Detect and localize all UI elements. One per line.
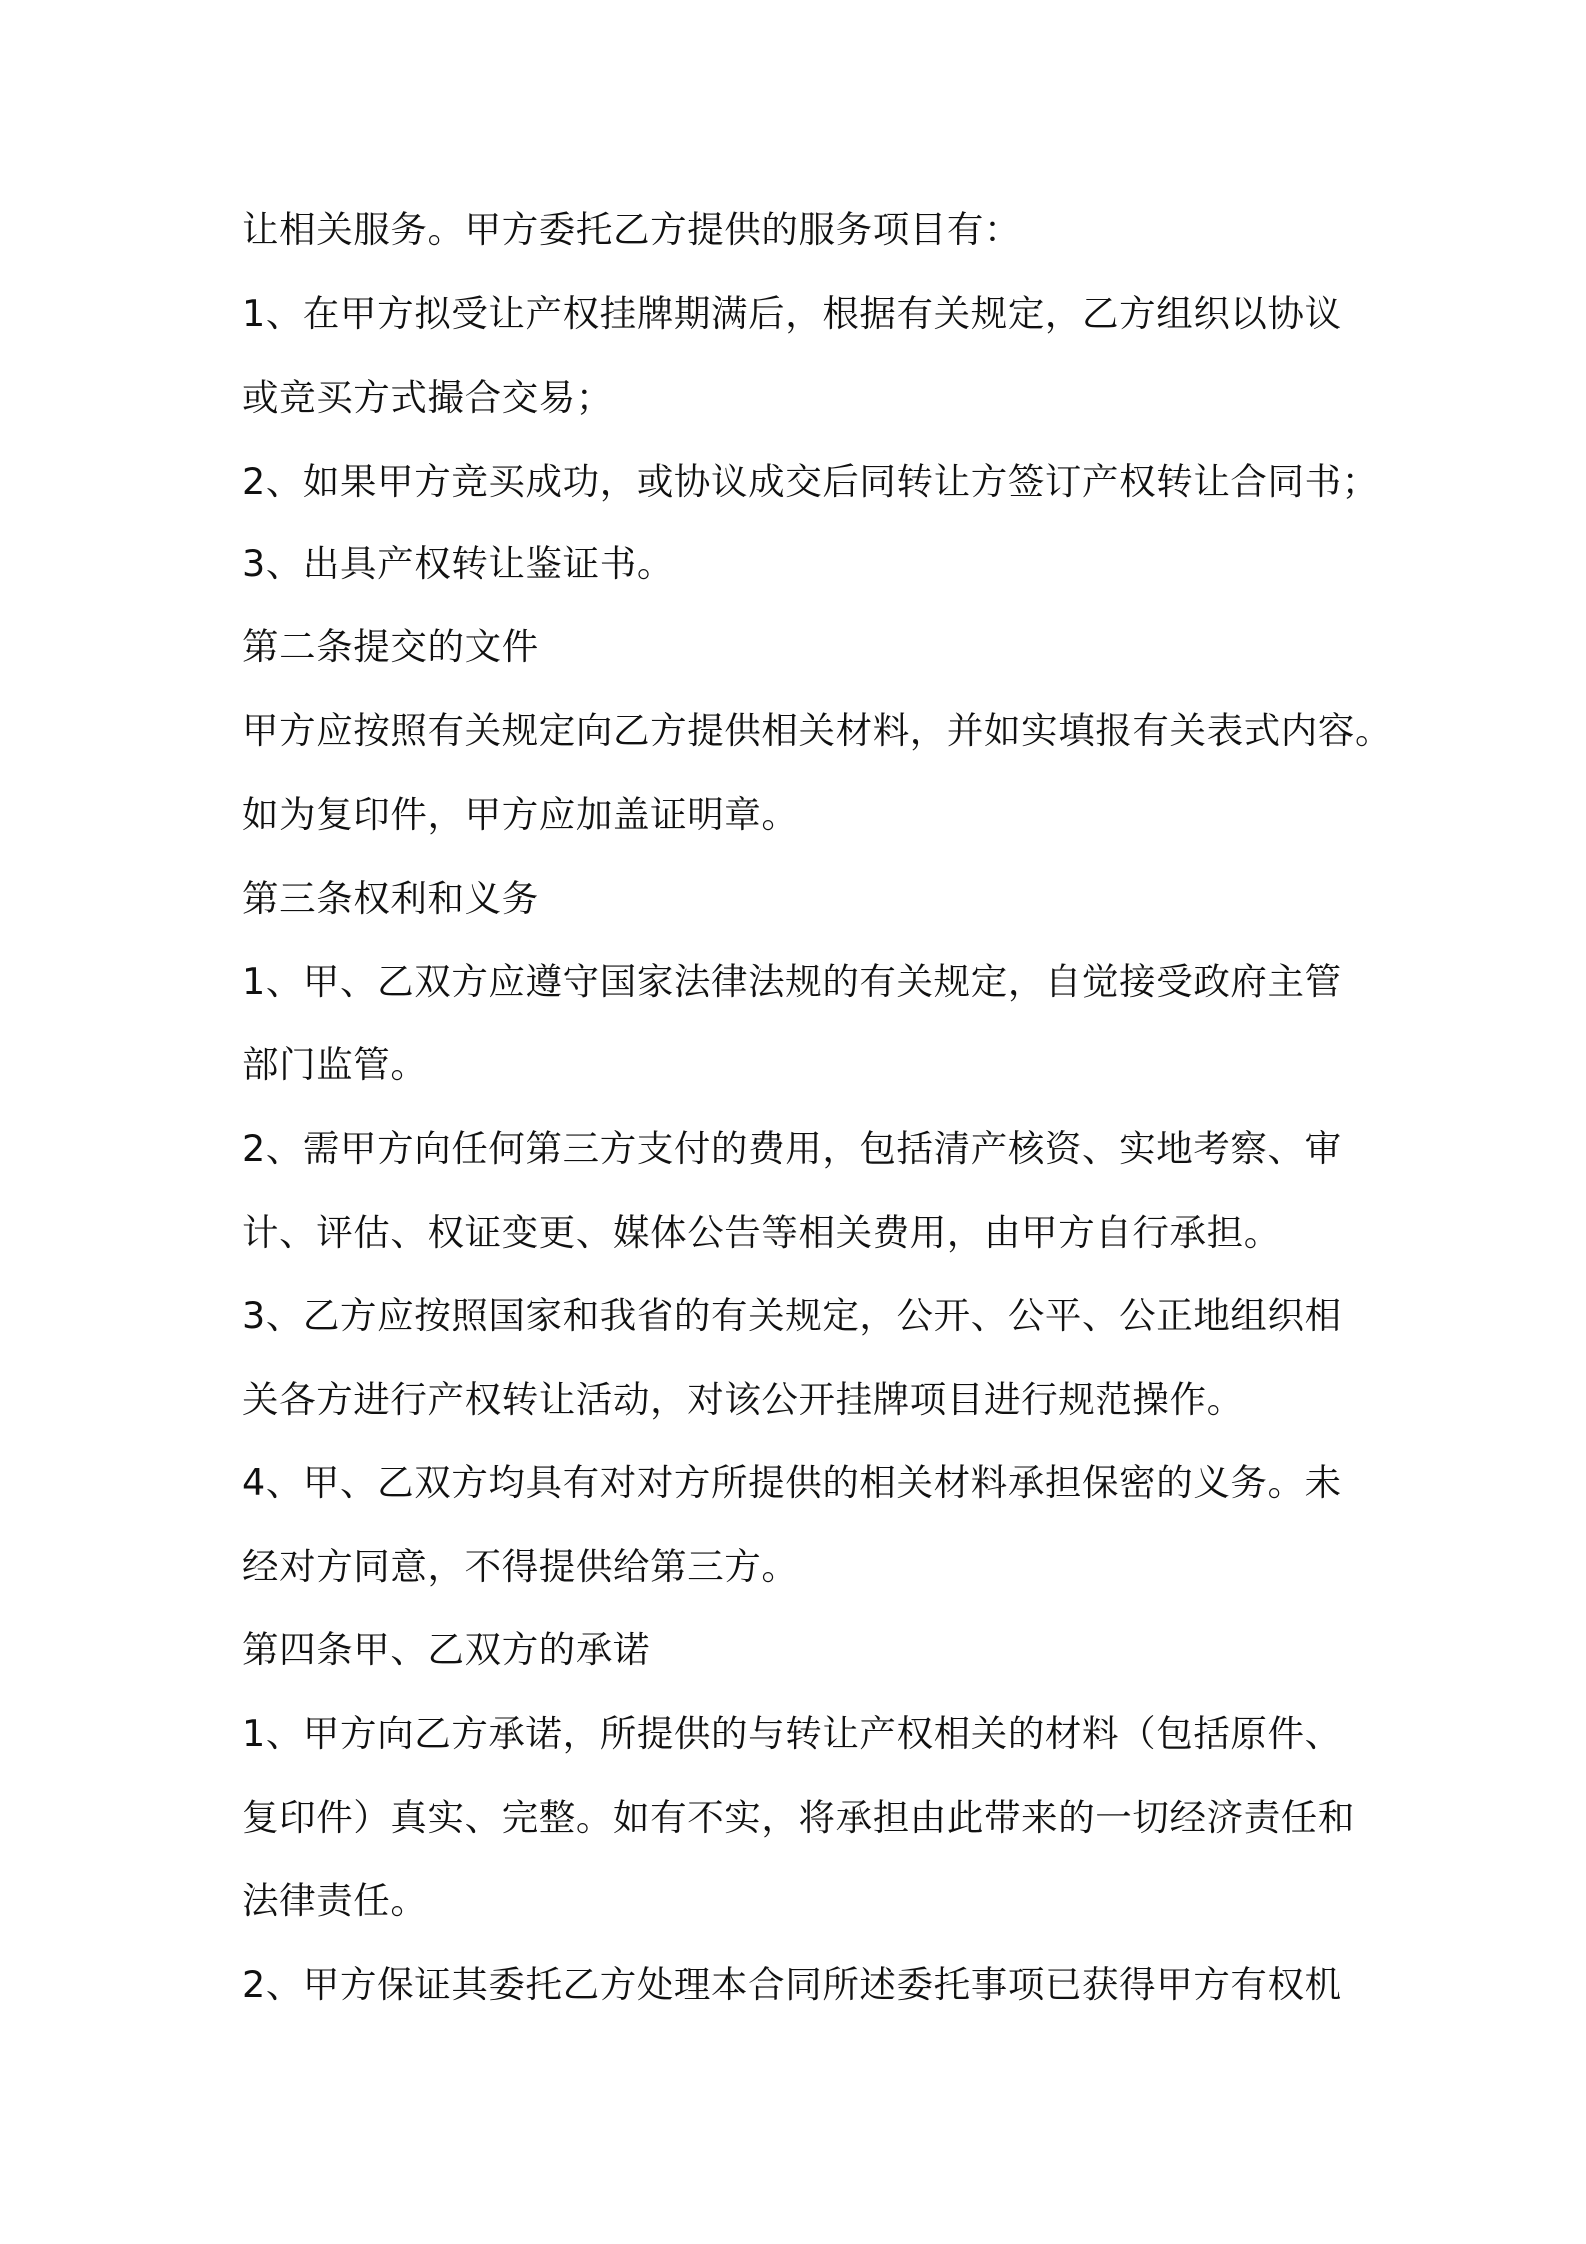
text-line: 如为复印件，甲方应加盖证明章。 [242, 793, 799, 836]
text-line: 让相关服务。甲方委托乙方提供的服务项目有： [242, 208, 1022, 251]
text-line: 经对方同意，不得提供给第三方。 [242, 1545, 799, 1588]
text-line: 2、需甲方向任何第三方支付的费用，包括清产核资、实地考察、审 [242, 1127, 1342, 1170]
text-line: 法律责任。 [242, 1879, 428, 1922]
text-line: 部门监管。 [242, 1043, 428, 1086]
text-line: 关各方进行产权转让活动，对该公开挂牌项目进行规范操作。 [242, 1378, 1244, 1421]
text-line: 1、甲方向乙方承诺，所提供的与转让产权相关的材料（包括原件、 [242, 1712, 1342, 1755]
text-line: 1、甲、乙双方应遵守国家法律法规的有关规定，自觉接受政府主管 [242, 960, 1342, 1003]
text-line: 2、如果甲方竞买成功，或协议成交后同转让方签订产权转让合同书； [242, 460, 1379, 503]
text-line: 1、在甲方拟受让产权挂牌期满后，根据有关规定，乙方组织以协议 [242, 292, 1342, 335]
text-line: 复印件）真实、完整。如有不实，将承担由此带来的一切经济责任和 [242, 1796, 1355, 1839]
text-line: 甲方应按照有关规定向乙方提供相关材料，并如实填报有关表式内容。 [242, 709, 1393, 752]
section-heading: 第二条提交的文件 [242, 625, 539, 668]
section-heading: 第三条权利和义务 [242, 877, 539, 920]
text-line: 3、乙方应按照国家和我省的有关规定，公开、公平、公正地组织相 [242, 1294, 1342, 1337]
text-line: 2、甲方保证其委托乙方处理本合同所述委托事项已获得甲方有权机 [242, 1963, 1342, 2006]
text-line: 4、甲、乙双方均具有对对方所提供的相关材料承担保密的义务。未 [242, 1461, 1342, 1504]
text-line: 或竞买方式撮合交易； [242, 376, 613, 419]
section-heading: 第四条甲、乙双方的承诺 [242, 1628, 651, 1671]
text-line: 计、评估、权证变更、媒体公告等相关费用，由甲方自行承担。 [242, 1211, 1281, 1254]
text-line: 3、出具产权转让鉴证书。 [242, 542, 674, 585]
